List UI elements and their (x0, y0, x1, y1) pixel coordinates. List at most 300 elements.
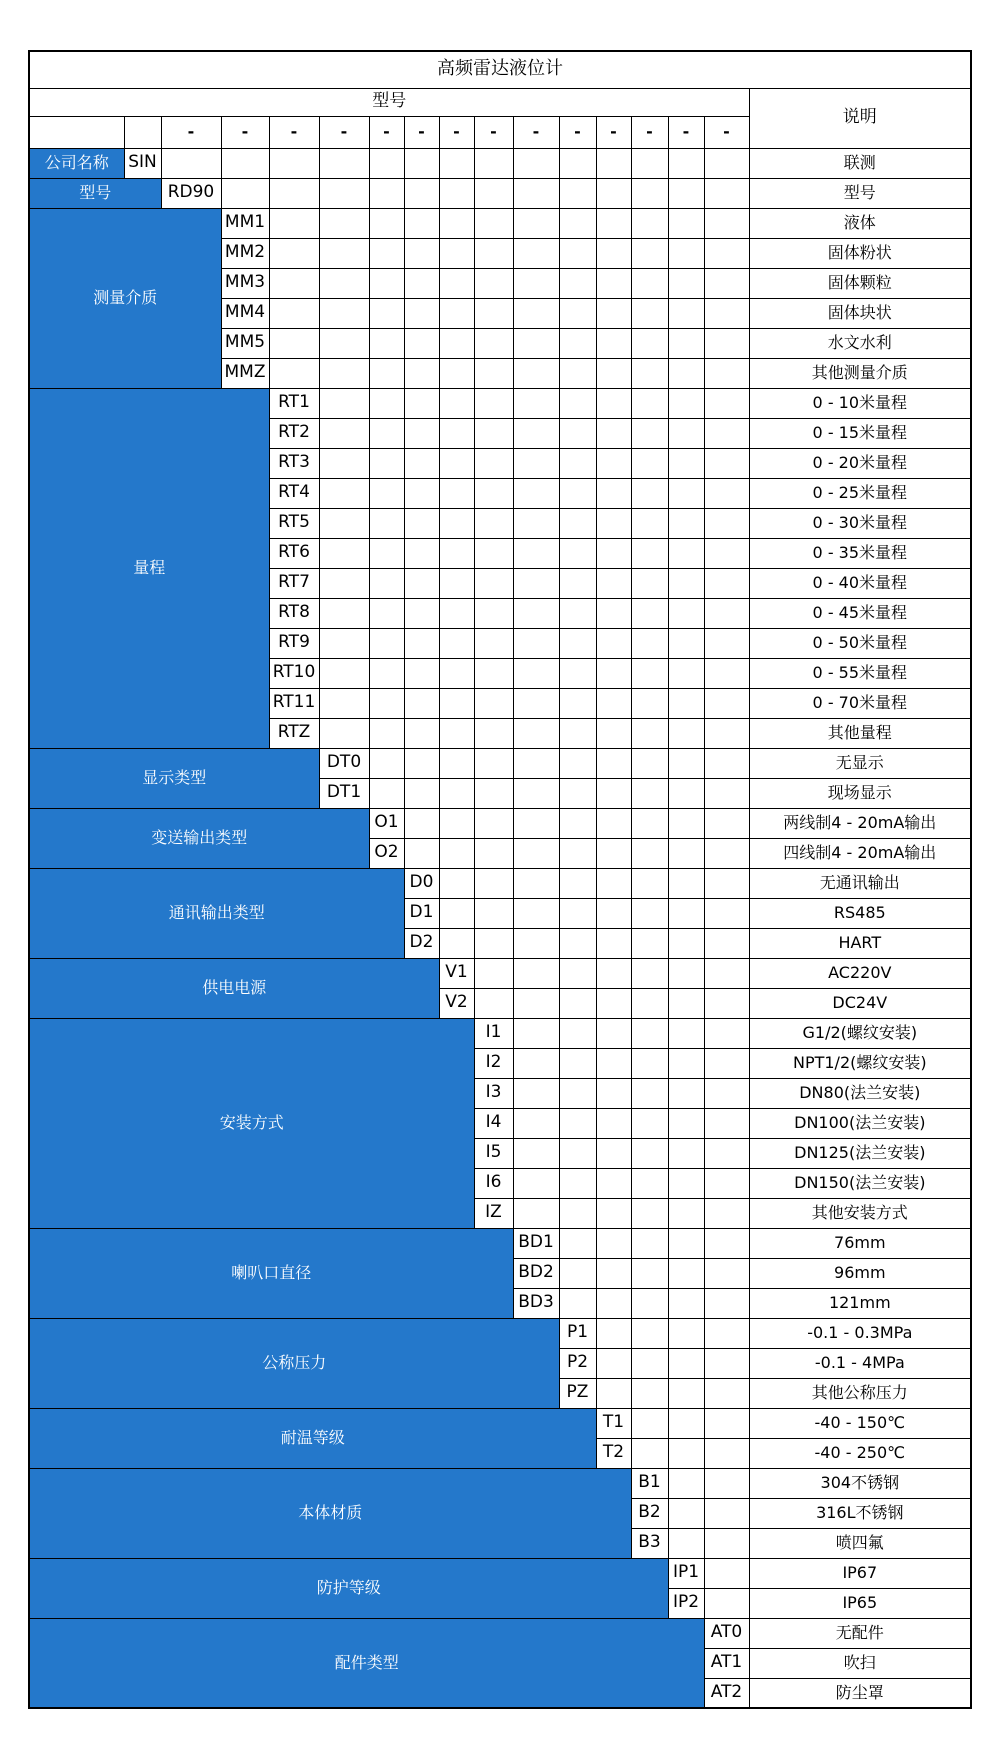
code-cell: AT2 (704, 1678, 749, 1708)
category-cell: 公称压力 (29, 1318, 559, 1408)
empty-cell (404, 748, 439, 778)
empty-cell (513, 178, 559, 208)
empty-cell (439, 298, 474, 328)
empty-cell (404, 538, 439, 568)
empty-cell (319, 478, 369, 508)
empty-cell (668, 1498, 704, 1528)
empty-cell (631, 568, 668, 598)
code-cell: I4 (474, 1108, 513, 1138)
empty-cell (631, 538, 668, 568)
empty-cell (559, 328, 596, 358)
code-cell: V1 (439, 958, 474, 988)
empty-cell (269, 268, 319, 298)
empty-cell (559, 358, 596, 388)
category-cell: 供电电源 (29, 958, 439, 1018)
empty-cell (319, 298, 369, 328)
empty-cell (668, 268, 704, 298)
empty-cell (474, 988, 513, 1018)
empty-cell (559, 1138, 596, 1168)
empty-cell (369, 658, 404, 688)
empty-cell (369, 328, 404, 358)
empty-cell (596, 328, 631, 358)
empty-cell (513, 448, 559, 478)
empty-cell (559, 718, 596, 748)
empty-cell (474, 448, 513, 478)
empty-cell (474, 868, 513, 898)
description-cell: DN100(法兰安装) (749, 1108, 971, 1138)
empty-cell (559, 268, 596, 298)
empty-cell (474, 298, 513, 328)
description-cell: 固体块状 (749, 298, 971, 328)
empty-cell (404, 508, 439, 538)
empty-cell (559, 478, 596, 508)
empty-cell (319, 208, 369, 238)
empty-cell (668, 898, 704, 928)
empty-cell (668, 298, 704, 328)
empty-cell (439, 898, 474, 928)
empty-cell (439, 598, 474, 628)
empty-cell (668, 568, 704, 598)
empty-cell (704, 538, 749, 568)
empty-cell (559, 658, 596, 688)
empty-cell (474, 808, 513, 838)
code-cell: D2 (404, 928, 439, 958)
empty-cell (559, 898, 596, 928)
empty-cell (439, 238, 474, 268)
empty-cell (596, 208, 631, 238)
empty-cell (559, 1108, 596, 1138)
empty-cell (631, 1078, 668, 1108)
description-cell: 其他公称压力 (749, 1378, 971, 1408)
empty-cell (596, 898, 631, 928)
empty-cell (513, 778, 559, 808)
empty-cell (319, 628, 369, 658)
empty-cell (704, 1048, 749, 1078)
empty-cell (474, 628, 513, 658)
code-cell: T2 (596, 1438, 631, 1468)
empty-cell (369, 718, 404, 748)
empty-cell (668, 748, 704, 778)
empty-cell (631, 298, 668, 328)
empty-cell (596, 178, 631, 208)
empty-cell (668, 1468, 704, 1498)
empty-cell (704, 1318, 749, 1348)
empty-cell (369, 478, 404, 508)
empty-cell (704, 358, 749, 388)
empty-cell (439, 178, 474, 208)
empty-cell (439, 418, 474, 448)
empty-cell (474, 718, 513, 748)
empty-cell (704, 178, 749, 208)
empty-cell (404, 838, 439, 868)
empty-cell (319, 688, 369, 718)
dash-separator-cell: - (513, 116, 559, 148)
empty-cell (668, 838, 704, 868)
empty-cell (559, 808, 596, 838)
description-cell: 96mm (749, 1258, 971, 1288)
empty-cell (513, 1018, 559, 1048)
empty-cell (474, 898, 513, 928)
dash-separator-cell: - (439, 116, 474, 148)
description-header: 说明 (749, 88, 971, 148)
empty-cell (559, 1288, 596, 1318)
empty-cell (474, 478, 513, 508)
empty-cell (668, 658, 704, 688)
empty-cell (596, 508, 631, 538)
dash-separator-cell: - (319, 116, 369, 148)
model-header: 型号 (29, 88, 749, 116)
empty-cell (704, 388, 749, 418)
empty-cell (439, 778, 474, 808)
description-cell: -40 - 150℃ (749, 1408, 971, 1438)
empty-cell (631, 508, 668, 538)
empty-cell (704, 1528, 749, 1558)
code-cell: SIN (124, 148, 161, 178)
code-cell: RT4 (269, 478, 319, 508)
category-cell: 喇叭口直径 (29, 1228, 513, 1318)
empty-cell (559, 568, 596, 598)
empty-cell (596, 988, 631, 1018)
empty-cell (668, 1528, 704, 1558)
description-cell: 316L不锈钢 (749, 1498, 971, 1528)
code-cell: P1 (559, 1318, 596, 1348)
dash-separator-cell: - (221, 116, 269, 148)
empty-cell (596, 748, 631, 778)
empty-cell (704, 448, 749, 478)
empty-cell (668, 1408, 704, 1438)
code-cell: IP2 (668, 1588, 704, 1618)
empty-cell (704, 688, 749, 718)
empty-cell (631, 268, 668, 298)
empty-cell (704, 418, 749, 448)
dash-separator-cell: - (269, 116, 319, 148)
empty-cell (704, 1558, 749, 1588)
empty-cell (474, 178, 513, 208)
empty-cell (319, 448, 369, 478)
empty-cell (559, 778, 596, 808)
empty-cell (668, 478, 704, 508)
empty-cell (559, 988, 596, 1018)
empty-cell (474, 418, 513, 448)
code-cell: MM5 (221, 328, 269, 358)
empty-cell (319, 148, 369, 178)
empty-cell (559, 1078, 596, 1108)
empty-cell (596, 358, 631, 388)
description-cell: 0 - 20米量程 (749, 448, 971, 478)
category-cell: 耐温等级 (29, 1408, 596, 1468)
empty-cell (596, 808, 631, 838)
description-cell: IP67 (749, 1558, 971, 1588)
description-cell: 四线制4 - 20mA输出 (749, 838, 971, 868)
empty-cell (596, 778, 631, 808)
code-cell: RTZ (269, 718, 319, 748)
empty-cell (513, 538, 559, 568)
category-cell: 安装方式 (29, 1018, 474, 1228)
empty-cell (513, 688, 559, 718)
empty-cell (704, 958, 749, 988)
code-cell: MM3 (221, 268, 269, 298)
empty-cell (631, 598, 668, 628)
code-cell: RT5 (269, 508, 319, 538)
empty-cell (668, 1348, 704, 1378)
description-cell: 型号 (749, 178, 971, 208)
empty-cell (631, 808, 668, 838)
description-cell: 其他测量介质 (749, 358, 971, 388)
empty-cell (631, 748, 668, 778)
empty-cell (631, 1048, 668, 1078)
empty-cell (439, 148, 474, 178)
empty-cell (668, 688, 704, 718)
empty-cell (439, 448, 474, 478)
dash-separator-cell: - (369, 116, 404, 148)
empty-cell (559, 748, 596, 778)
empty-cell (631, 898, 668, 928)
empty-cell (704, 628, 749, 658)
category-cell: 变送输出类型 (29, 808, 369, 868)
empty-cell (704, 1108, 749, 1138)
empty-cell (404, 298, 439, 328)
empty-cell (221, 148, 269, 178)
description-cell: DN80(法兰安装) (749, 1078, 971, 1108)
empty-cell (596, 1318, 631, 1348)
empty-cell (369, 148, 404, 178)
empty-cell (668, 508, 704, 538)
empty-cell (704, 1198, 749, 1228)
empty-cell (704, 808, 749, 838)
empty-cell (559, 238, 596, 268)
empty-cell (319, 178, 369, 208)
empty-cell (704, 658, 749, 688)
empty-cell (631, 1408, 668, 1438)
empty-cell (439, 478, 474, 508)
empty-cell (513, 568, 559, 598)
empty-cell (631, 928, 668, 958)
empty-cell (596, 628, 631, 658)
empty-cell (269, 148, 319, 178)
empty-cell (439, 658, 474, 688)
empty-cell (369, 388, 404, 418)
description-cell: -0.1 - 4MPa (749, 1348, 971, 1378)
description-cell: 121mm (749, 1288, 971, 1318)
code-cell: IZ (474, 1198, 513, 1228)
empty-cell (369, 418, 404, 448)
empty-cell (369, 688, 404, 718)
dash-empty-cell (124, 116, 161, 148)
empty-cell (404, 628, 439, 658)
empty-cell (704, 1258, 749, 1288)
code-cell: O1 (369, 808, 404, 838)
empty-cell (668, 538, 704, 568)
empty-cell (631, 148, 668, 178)
empty-cell (704, 1138, 749, 1168)
empty-cell (704, 1588, 749, 1618)
empty-cell (319, 508, 369, 538)
dash-separator-cell: - (668, 116, 704, 148)
code-cell: PZ (559, 1378, 596, 1408)
empty-cell (513, 208, 559, 238)
empty-cell (559, 868, 596, 898)
category-cell: 量程 (29, 388, 269, 748)
code-cell: MM4 (221, 298, 269, 328)
empty-cell (474, 268, 513, 298)
empty-cell (513, 598, 559, 628)
empty-cell (668, 328, 704, 358)
empty-cell (631, 1198, 668, 1228)
empty-cell (631, 1228, 668, 1258)
empty-cell (631, 688, 668, 718)
empty-cell (369, 358, 404, 388)
empty-cell (319, 658, 369, 688)
empty-cell (369, 178, 404, 208)
description-cell: 水文水利 (749, 328, 971, 358)
empty-cell (668, 1288, 704, 1318)
empty-cell (369, 208, 404, 238)
empty-cell (319, 328, 369, 358)
code-cell: BD3 (513, 1288, 559, 1318)
empty-cell (631, 778, 668, 808)
empty-cell (596, 718, 631, 748)
dash-separator-cell: - (559, 116, 596, 148)
empty-cell (668, 1078, 704, 1108)
empty-cell (474, 208, 513, 238)
empty-cell (513, 148, 559, 178)
description-cell: IP65 (749, 1588, 971, 1618)
description-cell: G1/2(螺纹安装) (749, 1018, 971, 1048)
empty-cell (439, 808, 474, 838)
empty-cell (704, 778, 749, 808)
empty-cell (474, 358, 513, 388)
empty-cell (631, 358, 668, 388)
empty-cell (513, 1078, 559, 1108)
code-cell: RD90 (161, 178, 221, 208)
empty-cell (668, 208, 704, 238)
empty-cell (513, 298, 559, 328)
empty-cell (559, 1228, 596, 1258)
empty-cell (319, 718, 369, 748)
dash-separator-cell: - (631, 116, 668, 148)
description-cell: 0 - 45米量程 (749, 598, 971, 628)
empty-cell (369, 238, 404, 268)
empty-cell (559, 508, 596, 538)
empty-cell (474, 388, 513, 418)
empty-cell (474, 148, 513, 178)
empty-cell (668, 808, 704, 838)
empty-cell (631, 628, 668, 658)
empty-cell (269, 358, 319, 388)
code-cell: RT8 (269, 598, 319, 628)
empty-cell (704, 1168, 749, 1198)
empty-cell (369, 538, 404, 568)
description-cell: DN125(法兰安装) (749, 1138, 971, 1168)
empty-cell (439, 718, 474, 748)
empty-cell (668, 1378, 704, 1408)
empty-cell (474, 748, 513, 778)
empty-cell (319, 358, 369, 388)
empty-cell (513, 748, 559, 778)
description-cell: 0 - 55米量程 (749, 658, 971, 688)
empty-cell (559, 958, 596, 988)
category-cell: 测量介质 (29, 208, 221, 388)
empty-cell (559, 1168, 596, 1198)
empty-cell (404, 178, 439, 208)
empty-cell (704, 1288, 749, 1318)
empty-cell (631, 658, 668, 688)
empty-cell (369, 508, 404, 538)
empty-cell (559, 208, 596, 238)
empty-cell (596, 538, 631, 568)
empty-cell (668, 1438, 704, 1468)
empty-cell (596, 1078, 631, 1108)
empty-cell (369, 748, 404, 778)
empty-cell (439, 358, 474, 388)
code-cell: O2 (369, 838, 404, 868)
description-cell: HART (749, 928, 971, 958)
empty-cell (668, 388, 704, 418)
code-cell: MM1 (221, 208, 269, 238)
empty-cell (369, 598, 404, 628)
code-cell: BD1 (513, 1228, 559, 1258)
code-cell: RT3 (269, 448, 319, 478)
empty-cell (513, 238, 559, 268)
empty-cell (404, 268, 439, 298)
description-cell: 现场显示 (749, 778, 971, 808)
description-cell: 固体颗粒 (749, 268, 971, 298)
empty-cell (596, 1138, 631, 1168)
empty-cell (404, 718, 439, 748)
description-cell: 0 - 15米量程 (749, 418, 971, 448)
empty-cell (631, 208, 668, 238)
empty-cell (596, 868, 631, 898)
code-cell: B3 (631, 1528, 668, 1558)
empty-cell (596, 1048, 631, 1078)
description-cell: NPT1/2(螺纹安装) (749, 1048, 971, 1078)
empty-cell (559, 1258, 596, 1288)
empty-cell (631, 478, 668, 508)
empty-cell (668, 1198, 704, 1228)
empty-cell (369, 778, 404, 808)
empty-cell (596, 148, 631, 178)
empty-cell (513, 508, 559, 538)
empty-cell (513, 328, 559, 358)
empty-cell (668, 718, 704, 748)
empty-cell (404, 328, 439, 358)
empty-cell (559, 178, 596, 208)
empty-cell (631, 1108, 668, 1138)
empty-cell (439, 328, 474, 358)
code-cell: BD2 (513, 1258, 559, 1288)
description-cell: 无配件 (749, 1618, 971, 1648)
empty-cell (631, 718, 668, 748)
empty-cell (704, 898, 749, 928)
description-cell: 304不锈钢 (749, 1468, 971, 1498)
empty-cell (439, 868, 474, 898)
category-cell: 型号 (29, 178, 161, 208)
empty-cell (474, 778, 513, 808)
empty-cell (559, 1048, 596, 1078)
category-cell: 配件类型 (29, 1618, 704, 1708)
empty-cell (631, 1318, 668, 1348)
empty-cell (704, 1498, 749, 1528)
empty-cell (439, 508, 474, 538)
empty-cell (559, 928, 596, 958)
empty-cell (631, 958, 668, 988)
description-cell: DC24V (749, 988, 971, 1018)
empty-cell (474, 658, 513, 688)
empty-cell (513, 898, 559, 928)
empty-cell (596, 1348, 631, 1378)
empty-cell (474, 538, 513, 568)
empty-cell (513, 808, 559, 838)
